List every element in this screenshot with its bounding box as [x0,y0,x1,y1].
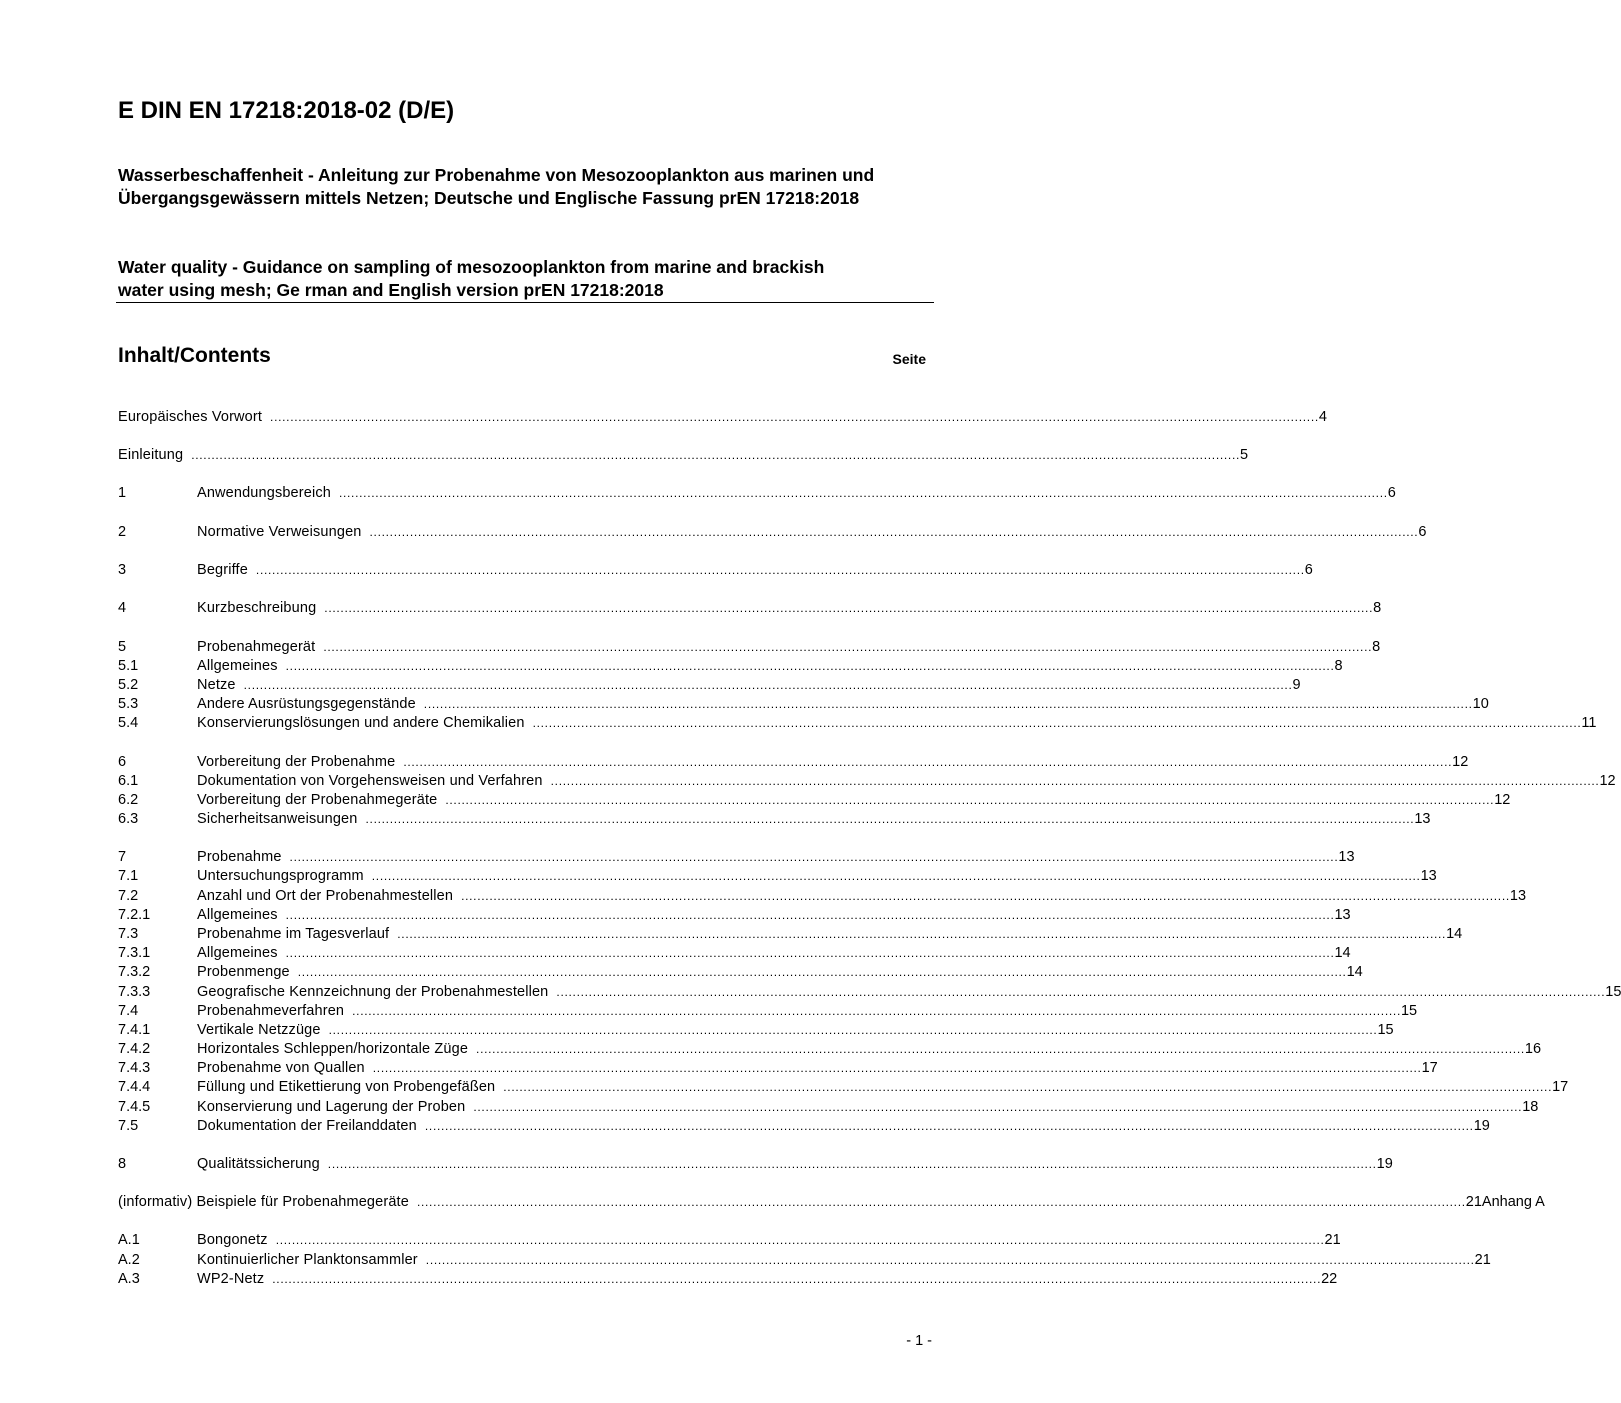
toc-dot-leader: .................................................................................................................................................................................................................................................................... [285,946,1335,960]
toc-entry-label: Einleitung [118,447,184,463]
toc-dot-leader: .................................................................................................................................................................................................................................................................... [328,1023,1378,1037]
toc-entry-label: Kurzbeschreibung [197,600,317,616]
toc-entry-page: 18 [1522,1099,1539,1115]
toc-entry-page: 14 [1446,926,1463,942]
toc-entry[interactable] [118,1078,1569,1097]
toc-entry-page: 6 [1387,485,1396,501]
toc-entry-label: Kontinuierlicher Planktonsammler [197,1252,418,1268]
toc-dot-leader: .................................................................................................................................................................................................................................................................... [473,1100,1523,1114]
toc-entry-page: 8 [1372,639,1381,655]
toc-dot-leader: .................................................................................................................................................................................................................................................................... [423,697,1473,711]
toc-entry-label: Konservierung und Lagerung der Proben [197,1099,466,1115]
toc-entry-page: 12 [1452,754,1469,770]
title-english-line-1: Water quality - Guidance on sampling of mesozooplankton from marine and brackish [118,257,825,277]
toc-entry-page: 13 [1338,849,1355,865]
toc-entry-number: 3 [118,562,127,578]
toc-entry-label: Horizontales Schleppen/horizontale Züge [197,1041,469,1057]
toc-entry-page: 15 [1377,1022,1394,1038]
toc-entry-page: 17 [1421,1060,1438,1076]
toc-entry-label: Allgemeines [197,945,278,961]
toc-entry[interactable] [118,1002,1418,1021]
toc-entry-label: Konservierungslösungen und andere Chemikalien [197,715,525,731]
toc-entry-page: 10 [1472,696,1489,712]
toc-entry-label: Netze [197,677,236,693]
toc-entry-number: A.2 [118,1252,140,1268]
toc-entry-number: 5.2 [118,677,139,693]
toc-entry-number: 6.2 [118,792,139,808]
toc-entry[interactable] [118,408,1327,427]
toc-entry-label: Probenahmeverfahren [197,1003,345,1019]
toc-entry[interactable] [118,983,1621,1002]
toc-dot-leader: .................................................................................................................................................................................................................................................................... [297,965,1347,979]
toc-entry[interactable] [118,906,1351,925]
toc-entry-number: A.3 [118,1271,140,1287]
title-german: Wasserbeschaffenheit - Anleitung zur Probenahme von Mesozooplankton aus marinen und Übergangsgewässern mittels Netzen; Deutsche und Englische Fassung prEN 17218:2018 [118,165,875,208]
toc-entry-number: 7.5 [118,1118,139,1134]
toc-entry-number: 7.4.2 [118,1041,151,1057]
toc-entry-label: Füllung und Etikettierung von Probengefäßen [197,1079,496,1095]
toc-entry-label: Begriffe [197,562,248,578]
toc-entry-page: 13 [1334,907,1351,923]
toc-dot-leader: .................................................................................................................................................................................................................................................................... [275,1233,1325,1247]
toc-entry[interactable] [118,944,1351,963]
contents-heading: Inhalt/Contents [118,344,271,367]
title-english-line-2: water using mesh; Ge rman and English version prEN 17218:2018 [118,280,664,300]
toc-entry[interactable] [118,848,1355,867]
toc-dot-leader: .................................................................................................................................................................................................................................................................... [338,486,1388,500]
toc-dot-leader: .................................................................................................................................................................................................................................................................... [416,1195,1466,1209]
toc-entry-number: 7.2 [118,888,139,904]
toc-dot-leader: .................................................................................................................................................................................................................................................................... [285,659,1335,673]
toc-entry-page: 12 [1599,773,1616,789]
toc-entry-page: 21Anhang A [1465,1194,1545,1210]
toc-entry-label: Anwendungsbereich [197,485,331,501]
toc-entry-number: 7.4.4 [118,1079,151,1095]
toc-entry-label: Probenahmegerät [197,639,316,655]
toc-entry-number: 7.3.2 [118,964,151,980]
toc-entry-label: Allgemeines [197,658,278,674]
toc-entry-number: 6.3 [118,811,139,827]
toc-entry-number: A.1 [118,1232,140,1248]
toc-dot-leader: .................................................................................................................................................................................................................................................................... [397,927,1447,941]
toc-entry-number: 7.3.1 [118,945,151,961]
toc-entry-page: 8 [1334,658,1343,674]
toc-entry-number: 7 [118,849,127,865]
toc-entry[interactable] [118,772,1616,791]
page-column-label: Seite [892,351,926,367]
toc-entry[interactable] [118,1040,1542,1059]
toc-entry[interactable] [118,1251,1491,1270]
toc-entry-number: 7.3.3 [118,984,151,1000]
toc-dot-leader: .................................................................................................................................................................................................................................................................... [445,793,1495,807]
toc-entry-label: Bongonetz [197,1232,268,1248]
toc-entry-page: 5 [1240,447,1249,463]
toc-entry-page: 8 [1373,600,1382,616]
toc-dot-leader: .................................................................................................................................................................................................................................................................... [476,1042,1525,1056]
toc-entry-label: Vorbereitung der Probenahmegeräte [197,792,438,808]
toc-entry-number: 8 [118,1156,127,1172]
toc-entry-label: WP2-Netz [197,1271,265,1287]
toc-entry-page: 13 [1509,888,1527,904]
toc-entry-page: 16 [1524,1041,1542,1057]
toc-entry-label: Anzahl und Ort der Probenahmestellen [197,888,454,904]
toc-entry[interactable] [118,695,1489,714]
toc-entry[interactable] [118,484,1396,503]
toc-dot-leader: .................................................................................................................................................................................................................................................................... [424,1119,1474,1133]
toc-entry-page: 15 [1400,1003,1418,1019]
toc-entry[interactable] [118,561,1313,580]
toc-entry-number: 7.1 [118,868,139,884]
toc-entry-label: Vorbereitung der Probenahme [197,754,396,770]
toc-entry-number: 7.3 [118,926,139,942]
toc-entry-label: Probenahme [197,849,282,865]
toc-entry-label: Probenahme von Quallen [197,1060,365,1076]
toc-dot-leader: .................................................................................................................................................................................................................................................................... [285,908,1335,922]
toc-entry[interactable] [118,676,1301,695]
toc-entry[interactable] [118,1270,1338,1289]
toc-dot-leader: .................................................................................................................................................................................................................................................................... [324,601,1374,615]
toc-dot-leader: .................................................................................................................................................................................................................................................................... [532,716,1582,730]
toc-entry-page: 22 [1321,1271,1338,1287]
toc-entry-label: Qualitätssicherung [197,1156,320,1172]
toc-entry-label: Probenmenge [197,964,290,980]
toc-entry-label: Geografische Kennzeichnung der Probenahmestellen [197,984,549,1000]
toc-entry-page: 19 [1376,1156,1393,1172]
toc-dot-leader: .................................................................................................................................................................................................................................................................... [372,1061,1422,1075]
toc-entry-label: Europäisches Vorwort [118,409,263,425]
toc-entry-number: 7.4.1 [118,1022,151,1038]
toc-entry-label: Vertikale Netzzüge [197,1022,321,1038]
toc-entry[interactable] [118,791,1511,810]
toc-entry[interactable] [118,963,1363,982]
toc-entry-label: (informativ) Beispiele für Probenahmegeräte [118,1194,409,1210]
toc-entry[interactable] [118,714,1597,733]
toc-entry[interactable] [118,1117,1490,1136]
toc-entry-page: 6 [1304,562,1313,578]
toc-entry-page: 13 [1420,868,1437,884]
toc-entry[interactable] [118,1193,1545,1212]
toc-entry-number: 1 [118,485,127,501]
toc-entry-label: Untersuchungsprogramm [197,868,364,884]
toc-entry[interactable] [118,753,1469,772]
toc-dot-leader: .................................................................................................................................................................................................................................................................... [365,812,1415,826]
toc-dot-leader: .................................................................................................................................................................................................................................................................... [272,1272,1322,1286]
toc-entry[interactable] [118,887,1527,906]
toc-entry-number: 7.4.3 [118,1060,151,1076]
toc-entry[interactable] [118,523,1427,542]
toc-entry-number: 5.1 [118,658,139,674]
toc-entry-number: 7.2.1 [118,907,151,923]
toc-entry-page: 13 [1414,811,1431,827]
toc-entry-page: 6 [1418,524,1427,540]
toc-entry-label: Dokumentation von Vorgehensweisen und Verfahren [197,773,543,789]
toc-dot-leader: .................................................................................................................................................................................................................................................................... [352,1004,1401,1018]
toc-entry[interactable] [118,925,1463,944]
toc-dot-leader: .................................................................................................................................................................................................................................................................... [270,410,1319,424]
toc-dot-leader: .................................................................................................................................................................................................................................................................... [191,448,1241,462]
toc-entry[interactable] [118,638,1381,657]
toc-entry-number: 6 [118,754,127,770]
toc-dot-leader: .................................................................................................................................................................................................................................................................... [556,985,1606,999]
toc-entry-page: 11 [1581,715,1597,731]
toc-entry-label: Dokumentation der Freilanddaten [197,1118,417,1134]
toc-entry[interactable] [118,867,1437,886]
toc-entry[interactable] [118,657,1343,676]
document-id: E DIN EN 17218:2018-02 (D/E) [118,97,455,124]
toc-dot-leader: .................................................................................................................................................................................................................................................................... [323,640,1373,654]
toc-dot-leader: .................................................................................................................................................................................................................................................................... [461,889,1510,903]
toc-entry-number: 6.1 [118,773,139,789]
toc-entry-page: 21 [1324,1232,1341,1248]
toc-entry-number: 2 [118,524,127,540]
toc-entry-label: Allgemeines [197,907,278,923]
toc-entry-page: 4 [1318,409,1327,425]
toc-entry[interactable] [118,1098,1539,1117]
page-number: - 1 - [906,1333,932,1349]
toc-entry-label: Normative Verweisungen [197,524,362,540]
toc-entry-number: 7.4.5 [118,1099,151,1115]
toc-entry-page: 14 [1346,964,1363,980]
toc-dot-leader: .................................................................................................................................................................................................................................................................... [243,678,1293,692]
toc-entry[interactable] [118,1155,1393,1174]
toc-entry-page: 9 [1292,677,1301,693]
toc-entry-number: 5.4 [118,715,139,731]
toc-dot-leader: .................................................................................................................................................................................................................................................................... [550,774,1600,788]
toc-entry[interactable] [118,446,1249,465]
toc-entry-page: 17 [1552,1079,1569,1095]
toc-entry-page: 14 [1334,945,1351,961]
toc-entry[interactable] [118,599,1382,618]
toc-entry-label: Andere Ausrüstungsgegenstände [197,696,416,712]
toc-dot-leader: .................................................................................................................................................................................................................................................................... [255,563,1305,577]
toc-entry[interactable] [118,1021,1394,1040]
toc-entry[interactable] [118,1059,1438,1078]
toc-dot-leader: .................................................................................................................................................................................................................................................................... [425,1253,1475,1267]
toc-entry-number: 7.4 [118,1003,139,1019]
toc-dot-leader: .................................................................................................................................................................................................................................................................... [371,869,1421,883]
toc-dot-leader: .................................................................................................................................................................................................................................................................... [403,755,1453,769]
toc-dot-leader: .................................................................................................................................................................................................................................................................... [289,850,1339,864]
toc-entry-label: Sicherheitsanweisungen [197,811,358,827]
toc-entry-page: 12 [1494,792,1511,808]
toc-entry[interactable] [118,1231,1341,1250]
toc-entry-page: 15 [1605,984,1621,1000]
toc-entry-page: 21 [1474,1252,1491,1268]
toc-dot-leader: .................................................................................................................................................................................................................................................................... [369,525,1419,539]
toc-entry[interactable] [118,810,1431,829]
toc-entry-label: Probenahme im Tagesverlauf [197,926,390,942]
toc-dot-leader: .................................................................................................................................................................................................................................................................... [327,1157,1377,1171]
toc-entry-page: 19 [1473,1118,1490,1134]
toc-entry-number: 5 [118,639,127,655]
toc-entry-number: 5.3 [118,696,139,712]
toc-entry-number: 4 [118,600,127,616]
toc-dot-leader: .................................................................................................................................................................................................................................................................... [503,1080,1553,1094]
